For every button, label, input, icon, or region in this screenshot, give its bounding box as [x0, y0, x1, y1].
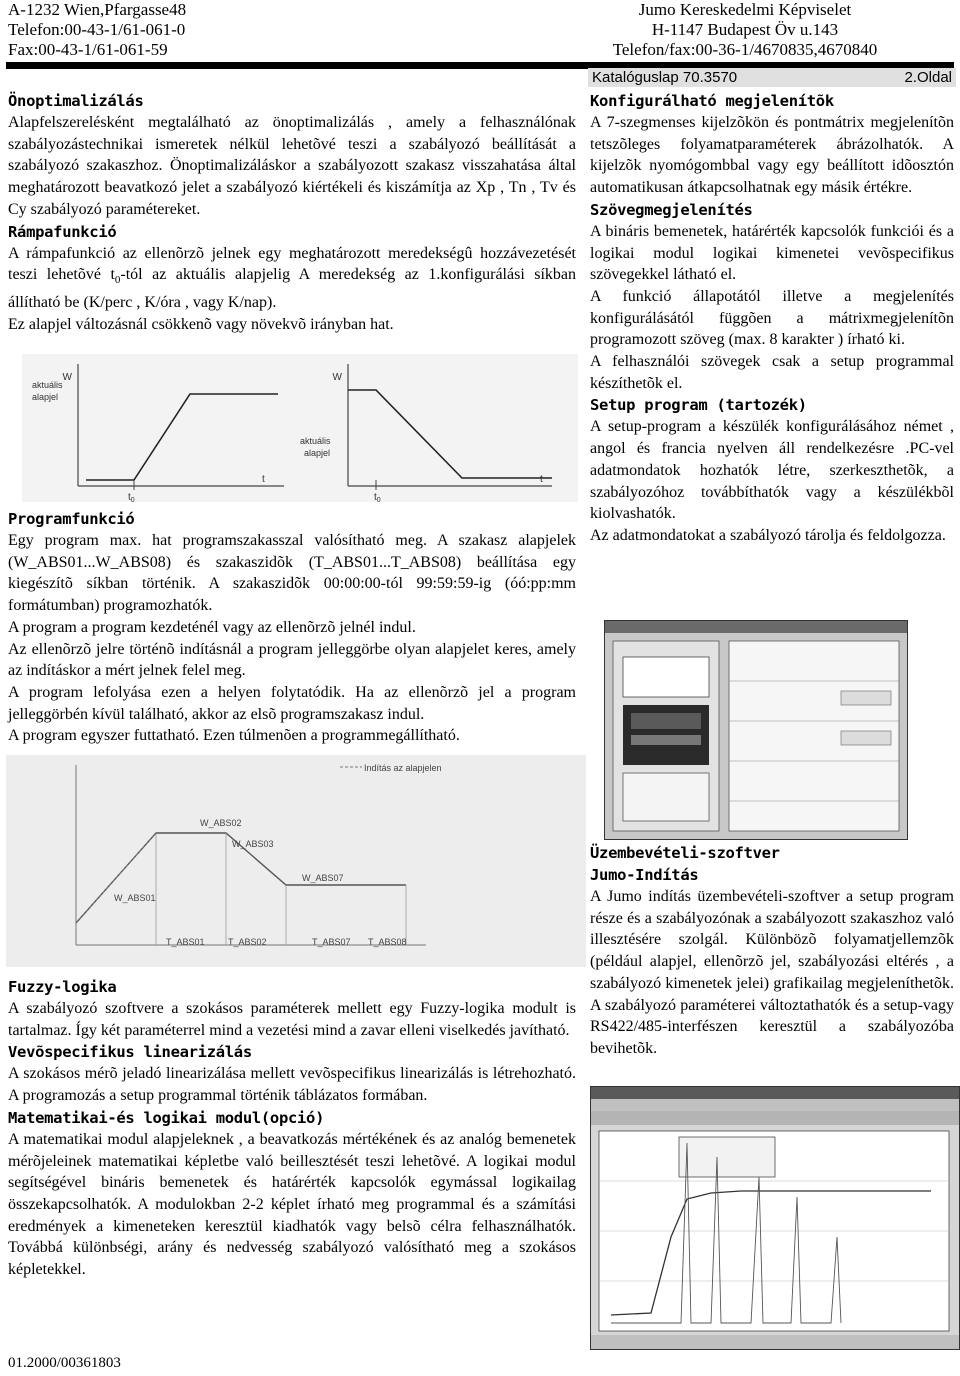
left-column-program — [8, 508, 576, 747]
text-program-4: A program lefolyása ezen a helyen folytatódik. Ha az ellenõrzõ jel a program jelleggörbén kívül található, akkor az elsõ programszakasz indul. — [8, 683, 576, 723]
header-phonefax-line: Telefon/fax:00-36-1/4670835,4670840 — [612, 40, 878, 59]
program-t-label-2: T_ABS02 — [228, 937, 267, 947]
ramp-left-t0: $t_0$ — [128, 492, 135, 502]
right-column-startup — [590, 842, 954, 1060]
text-program-5: A program egyszer futtatható. Ezen túlmenõen a programmegállítható. — [8, 727, 460, 745]
program-legend-text: Indítás az alapjelen — [364, 763, 442, 773]
ramp-left-label-1: aktuális — [32, 380, 63, 390]
heading-startup-software: Üzembevételi-szoftver — [590, 844, 780, 862]
program-w-label-1: W_ABS01 — [114, 893, 156, 903]
ramp-right-t: t — [540, 474, 543, 485]
program-w-label-3: W_ABS03 — [232, 839, 274, 849]
footer-document-number: 01.2000/00361803 — [8, 1355, 121, 1371]
heading-customer-linearization: Vevõspecifikus linearizálás — [8, 1043, 252, 1062]
setup-list-box — [623, 773, 709, 821]
setup-titlebar — [605, 621, 907, 633]
heading-fuzzy-logic: Fuzzy-logika — [8, 978, 117, 996]
program-diagram — [6, 755, 586, 967]
text-ramp-subscript: 0 — [114, 274, 121, 287]
header-address-line: A-1232 Wien,Pfargasse48 — [8, 0, 187, 19]
heading-jumo-start: Jumo-Indítás — [590, 866, 699, 884]
heading-program-function: Programfunkció — [8, 510, 135, 528]
text-startup-software: A Jumo indítás üzembevételi-szoftver a setup program része és a szabályozónak a szabályozott szakaszhoz való illesztésére szolgál. Különbözõ folyamatjellemzõk (például alapjel, ellenõrzõ jel, szabályozási eltérés , a szabályozó kimenetek jelei) grafikailag megjeleníthetõk. A szabályozó paraméterei változtathatók és a setup-vagy RS422/485-interfészen keresztül a szabályozóba bevihetõk. — [590, 888, 954, 1057]
text-setup-program-1: A setup-program a készülék konfigurálásához német , angol és francia nyelven áll rendelkezésre .PC-vel adatmondatok hozhatók létre, szerkeszthetõk, a szabályozóhoz továbbíthatók vagy a készülékbõl kiolvashatók. — [590, 418, 954, 523]
ramp-left-label-2: alapjel — [32, 392, 59, 402]
jumo-statusbar — [591, 1335, 959, 1349]
text-configurable-displays: A 7-szegmenses kijelzõkön és pontmátrix megjelenítõn tetszõleges folyamatparaméterek ábrázolhatók. A kijelzõk nyomógombbal vagy egy beállított idõosztón automatikusan átkapcsolhatnak egy másik értékre. — [590, 114, 954, 197]
text-math-logic-module — [8, 1129, 576, 1281]
setup-program-screenshot — [604, 620, 908, 840]
heading-configurable-displays: Konfigurálható megjelenítõk — [590, 92, 834, 110]
header-address-right — [540, 0, 950, 60]
jumo-toolbar — [591, 1111, 959, 1125]
jumo-titlebar — [591, 1087, 959, 1099]
page-number: 2.Oldal — [904, 69, 952, 86]
heading-text-display: Szövegmegjelenítés — [590, 200, 753, 219]
text-display-3: A felhasználói szövegek csak a setup programmal készíthetõk el. — [590, 353, 954, 392]
left-column-top — [8, 90, 576, 336]
text-program-2: A program a program kezdeténél vagy az ellenõrzõ jelnél indul. — [8, 618, 416, 636]
ramp-left-t: t — [262, 474, 265, 485]
ramp-right-t0: $t_0$ — [374, 492, 381, 502]
header-fax-line: Fax:00-43-1/61-061-59 — [8, 40, 168, 59]
header-phone-line: Telefon:00-43-1/61-061-0 — [8, 20, 186, 39]
program-t-label-4: T_ABS08 — [368, 937, 407, 947]
text-program-1: Egy program max. hat programszakasszal valósítható meg. A szakasz alapjelek (W_ABS01...W_ABS08) és szakaszidõk (T_ABS01...T_ABS08) beállítása egy kiegészítõ síkban történik. A szakaszidõk 00:00:00-tól 99:59:59-ig (óó:pp:mm formátumban) programozhatók. — [8, 532, 576, 615]
heading-setup-program: Setup program (tartozék) — [590, 396, 807, 415]
heading-math-logic-module: Matematikai-és logikai modul(opció) — [8, 1108, 325, 1127]
right-column-top — [590, 90, 954, 547]
header-address-line-right: H-1147 Budapest Öv u.143 — [651, 20, 839, 39]
setup-screenshot-drawing — [605, 621, 907, 839]
jumo-start-drawing — [591, 1087, 959, 1349]
text-customer-linearization: A szokásos mérõ jeladó linearizálása mellett vevõspecifikus linearizálás is létrehozható. A programozás a setup programmal történik táblázatos formában. — [8, 1065, 576, 1105]
header-address-left — [8, 0, 186, 60]
text-display-1: A bináris bemenetek, határérték kapcsolók funkciói és a logikai modul logikai kimenetei vevõspecifikus szövegekkel látható el. — [590, 222, 954, 284]
program-w-label-2: W_ABS02 — [200, 818, 242, 828]
header-company-line: Jumo Kereskedelmi Képviselet — [638, 0, 852, 19]
ramp-figure — [22, 354, 578, 502]
jumo-menubar — [591, 1099, 959, 1111]
ramp-right-label-1: aktuális — [300, 436, 331, 446]
text-ramp-part-b: -tól az aktuális alapjelig A meredekség az 1.konfigurálási síkban állítható be (K/perc , K/óra , vagy K/nap). — [8, 266, 576, 312]
text-ramp-direction: Ez alapjel változásnál csökkenõ vagy növekvõ irányban hat. — [8, 315, 394, 333]
jumo-start-screenshot — [590, 1086, 960, 1350]
text-program-3: Az ellenõrzõ jelre történõ indításnál a program jelleggörbe olyan alapjelet keres, amely az indításkor a mért jelnek felel meg. — [8, 640, 576, 680]
program-figure-background — [6, 755, 586, 967]
text-ramp-function — [8, 243, 576, 314]
ramp-left-w-label: W — [62, 372, 72, 383]
text-display-2: A funkció állapotától illetve a megjelenítés konfigurálásától függõen a mátrixmegjelenítõn programozott szöveg (max. 8 karakter ) írható ki. — [590, 287, 954, 349]
text-setup-program-2: Az adatmondatokat a szabályozó tárolja és feldolgozza. — [590, 526, 946, 544]
text-math-part-b: . Továbbá különbségi, arány és nedvesség szabályozó valósítható meg a szokásos képletekkel. — [8, 1217, 576, 1279]
text-math-part-a: A matematikai modul alapjeleknek , a beavatkozás mértékének és az analóg bemenetek mérõjeleinek matematikai képletbe való beillesztését teszi lehetõvé. A logikai modul segítségével bináris bemenetek és határérték kapcsolók egymással logikailag összekapcsolhatók. A modulokban 2-2 képlet írható meg programmal és a számítási eredmények a kimeneteken keresztül kiadhatók vagy belsõ célra felhasználhatók — [8, 1130, 576, 1235]
catalog-number: Katalóguslap 70.3570 — [592, 69, 738, 86]
left-column-bottom — [8, 976, 576, 1281]
program-figure — [6, 755, 586, 967]
catalog-bar — [588, 68, 956, 87]
program-t-label-3: T_ABS07 — [312, 937, 351, 947]
heading-ramp-function: Rámpafunkció — [8, 222, 117, 241]
jumo-info-box — [679, 1137, 775, 1177]
ramp-right-label-2: alapjel — [304, 448, 331, 458]
setup-tree-box — [623, 657, 709, 697]
ramp-right-w-label: W — [332, 372, 342, 383]
program-w-label-4: W_ABS07 — [302, 873, 344, 883]
text-self-optimization: Alapfelszerelésként megtalálható az önoptimalizálás , amely a felhasználónak szabályozástechnikai ismeretek nélkül lehetõvé teszi a szabályozó beállítását a szabályozó szakaszhoz. Önoptimalizáláskor a szabályozott szakasz visszahatása által meghatározott beavatkozó jelet a szabályozó kiértékeli és kiszámítja az Xp , Tn , Tv és Cy szabályozó paramétereket. — [8, 114, 576, 218]
program-t-label-1: T_ABS01 — [166, 937, 205, 947]
ramp-diagram — [22, 354, 578, 502]
text-ramp-part-a: A rámpafunkció az ellenõrzõ jelnek egy meghatározott meredekségû hozzávezetését teszi lehetõvé t — [8, 244, 576, 284]
text-fuzzy-logic: A szabályozó szoftvere a szokásos paraméterek mellett egy Fuzzy-logika modult is tartalmaz. Így két paraméterrel mind a vezetési mind a zavar elleni viselkedés javítható. — [8, 1000, 576, 1039]
heading-self-optimization: Önoptimalizálás — [8, 92, 144, 110]
